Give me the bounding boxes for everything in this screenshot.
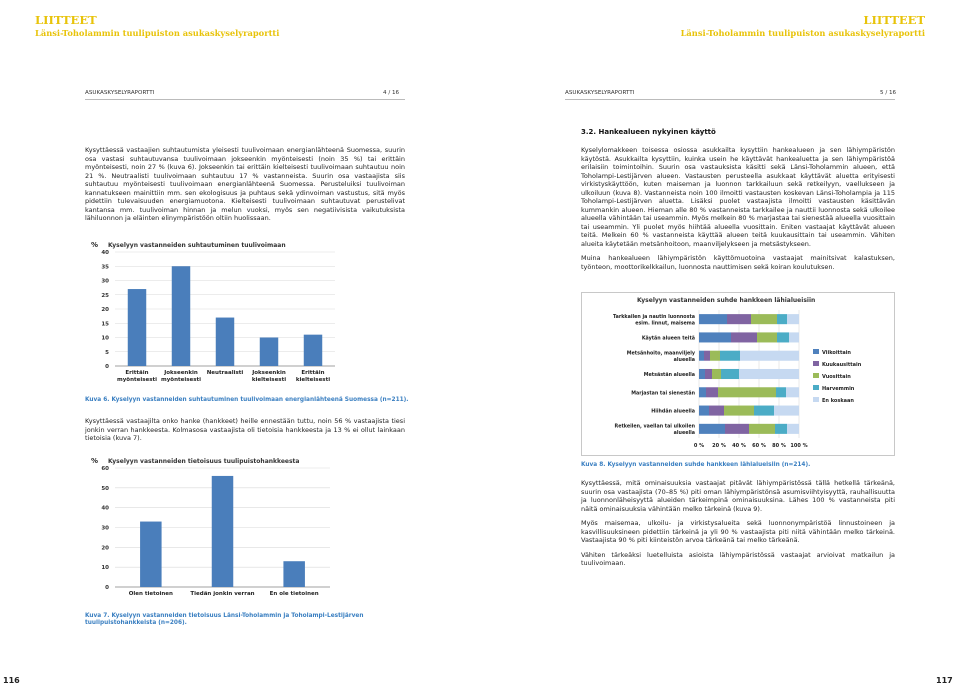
stacked-bar-segment bbox=[704, 351, 710, 361]
right-paragraph-5-text: Vähiten tärkeäksi luetelluista asioista lähiympäristössä vastaajat arvioivat matkailun ja tuulivoimaan. bbox=[581, 550, 895, 567]
category-label: Hiihdän alueella bbox=[651, 409, 695, 415]
chart-awareness-bars bbox=[140, 476, 305, 587]
stacked-bar-segment bbox=[751, 314, 777, 324]
left-page-indicator: 4 / 16 bbox=[383, 90, 400, 96]
legend-label: Harvemmin bbox=[822, 386, 855, 392]
left-paragraph-1-text: Kysyttäessä vastaajien suhtautumista yleisesti tuulivoimaan energianlähteenä Suomessa, suurin osa vastasi suhtautuvansa tuulivoimaan jokseenkin myönteisesti (noin 35 %) tai erittäin myönteisesti, noin 27 % (kuva 6). Jokseenkin tai erittäin kielteisesti tuulivoimaan suhtautuu noin 21 %. Neutraalisti tuulivoimaan suhtautuu 17 % vastanneista. Suurin osa vastaajista siis suhtautuu myönteisesti tuulivoimaan energianlähteenä Suomessa. Perusteluiksi tuulivoiman kannatukseen mainittiin mm. sen ekologisuus ja puhtaus sekä ydinvoiman vastustus, sitä myös pidettiin tulevaisuuden energiamuotona. Kielteisesti tuulivoimaan suhtautuvat perustelivat kantansa mm. tuulivoiman hinnan ja melun vuoksi, myös sen negatiivisista vaikutuksista lähiluonnon ja eläinten elinympäristöön oltiin huolissaan. bbox=[85, 146, 405, 222]
chart-attitude-bars bbox=[128, 266, 322, 366]
bar bbox=[140, 522, 162, 587]
stacked-bar-segment bbox=[699, 369, 705, 379]
stacked-bar-segment bbox=[705, 369, 712, 379]
stacked-bar-segment bbox=[710, 351, 720, 361]
stacked-bar-segment bbox=[754, 406, 774, 416]
category-label: En ole tietoinen bbox=[269, 591, 319, 597]
x-tick-label: 60 % bbox=[752, 443, 766, 449]
category-label: Marjastan tai sienestän bbox=[631, 391, 695, 397]
left-paragraph-2-text: Kysyttäessä vastaajilta onko hanke (hankkeet) heille ennestään tuttu, noin 56 % vastaajista tiesi jonkin verran hankkeesta. Kolmasosa vastaajista oli tietoisia hankkeesta ja 13 % ei ollut lainkaan tietoisia (kuva 7). bbox=[85, 417, 405, 442]
right-running-head: ASUKASKYSELYRAPORTTI bbox=[565, 90, 635, 96]
stacked-bar-segment bbox=[789, 332, 799, 342]
x-tick-label: 100 % bbox=[790, 443, 808, 449]
left-running-head: ASUKASKYSELYRAPORTTI bbox=[85, 90, 155, 96]
chart-awareness bbox=[85, 452, 405, 605]
category-label: Käytän alueen teitä bbox=[641, 336, 695, 342]
stacked-bar-segment bbox=[740, 351, 799, 361]
left-page-number: 116 bbox=[3, 676, 20, 685]
y-tick-label: 15 bbox=[101, 321, 109, 328]
category-label: esim. linnut, maisema bbox=[635, 321, 695, 327]
x-tick-label: 80 % bbox=[772, 443, 786, 449]
section-title: 3.2. Hankealueen nykyinen käyttö bbox=[581, 128, 716, 136]
category-label: Jokseenkin bbox=[164, 370, 198, 376]
stacked-bar-segment bbox=[786, 387, 799, 397]
y-tick-label: 35 bbox=[101, 264, 109, 271]
y-tick-label: 40 bbox=[101, 250, 109, 256]
x-tick-label: 20 % bbox=[712, 443, 726, 449]
bar bbox=[260, 338, 278, 367]
right-paragraph-4-text: Myös maisemaa, ulkoilu- ja virkistysalueita sekä luonnonympäristöä linnustoineen ja kasvillisuuksineen pidettiin tärkeinä ja yli 90 % vastaajista piti niitä vähintään melko tärkeinä. Vastaajista 90 % piti kiinteistön arvoa tärkeänä tai melko tärkeänä. bbox=[581, 519, 895, 544]
legend-swatch bbox=[813, 385, 819, 390]
right-header-title: LIITTEET bbox=[863, 13, 925, 27]
stacked-bar-segment bbox=[712, 369, 721, 379]
legend-label: En koskaan bbox=[822, 398, 854, 404]
category-label: alueella bbox=[673, 431, 695, 437]
left-header-rule bbox=[85, 99, 405, 100]
legend-label: Vuosittain bbox=[822, 374, 851, 380]
y-tick-label: 25 bbox=[101, 292, 109, 299]
y-tick-label: 40 bbox=[101, 505, 109, 512]
legend-swatch bbox=[813, 373, 819, 378]
category-label: kielteisesti bbox=[251, 377, 287, 383]
bar bbox=[216, 318, 234, 366]
stacked-bar-segment bbox=[724, 406, 754, 416]
y-tick-label: 5 bbox=[105, 349, 109, 356]
category-label: myönteisesti bbox=[116, 377, 158, 383]
y-tick-label: 10 bbox=[101, 565, 109, 572]
chart-area-use-title: Kyselyyn vastanneiden suhde hankkeen lähialueisiin bbox=[637, 297, 816, 304]
right-paragraph-2-text: Muina hankealueen lähiympäristön käyttömuotoina vastaajat mainitsivat kalastuksen, työnteon, moottorikelkkailun, luonnosta nauttimisen sekä koiran koulutuksen. bbox=[581, 254, 895, 271]
legend-swatch bbox=[813, 349, 819, 354]
chart-area-use bbox=[581, 292, 895, 456]
stacked-bar-segment bbox=[725, 424, 749, 434]
category-label: Olen tietoinen bbox=[128, 591, 173, 597]
category-label: Neutraalisti bbox=[206, 370, 244, 376]
x-tick-label: 0 % bbox=[693, 443, 705, 449]
stacked-bar-segment bbox=[699, 387, 706, 397]
category-label: Tarkkailen ja nautin luonnosta bbox=[612, 314, 695, 320]
left-paragraph-1 bbox=[85, 146, 405, 229]
stacked-bar-segment bbox=[749, 424, 775, 434]
stacked-bar-segment bbox=[699, 314, 727, 324]
category-label: Erittäin bbox=[125, 370, 149, 376]
bar bbox=[304, 335, 322, 366]
right-paragraph-3-text: Kysyttäessä, mitä ominaisuuksia vastaajat pitävät lähiympäristössä tällä hetkellä tärkeänä, suurin osa vastaajista (70–85 %) piti oman lähiympäristönsä asumisviihtyisyyttä, rauhallisuutta ja luonnonläheisyyttä alueiden tärkeimpinä ominaisuuksina. Lähes 100 % vastanneista piti näitä ominaisuuksia vähintään melko tärkeinä (kuva 9). bbox=[581, 479, 895, 513]
chart-attitude-title: Kyselyyn vastanneiden suhtautuminen tuulivoimaan bbox=[108, 242, 286, 249]
category-label: Metsänhoito, maanviljely bbox=[626, 351, 695, 357]
y-tick-label: 50 bbox=[101, 485, 109, 492]
left-header-title: LIITTEET bbox=[35, 13, 97, 27]
bar bbox=[283, 561, 305, 587]
stacked-bar-segment bbox=[699, 406, 709, 416]
stacked-bar-segment bbox=[777, 332, 789, 342]
stacked-bar-segment bbox=[720, 351, 740, 361]
y-tick-label: 30 bbox=[101, 278, 109, 285]
y-tick-label: 30 bbox=[101, 525, 109, 532]
x-tick-label: 40 % bbox=[732, 443, 746, 449]
legend-swatch bbox=[813, 361, 819, 366]
right-paragraph-1 bbox=[581, 146, 895, 277]
category-label: kielteisesti bbox=[295, 377, 331, 383]
stacked-bar-segment bbox=[787, 424, 799, 434]
category-label: Retkeilen, vaellan tai ulkoilen bbox=[614, 424, 695, 430]
y-tick-label: 0 bbox=[105, 585, 109, 591]
y-tick-label: 10 bbox=[101, 335, 109, 342]
category-label: myönteisesti bbox=[160, 377, 202, 383]
right-paragraph-3 bbox=[581, 479, 895, 574]
stacked-bar-segment bbox=[718, 387, 776, 397]
category-label: alueella bbox=[673, 357, 695, 363]
caption-kuva-7: Kuva 7. Kyselyyn vastanneiden tietoisuus Länsi-Toholammin ja Toholampi-Lestijärven tuulipuistohankkeista (n=206). bbox=[85, 613, 364, 626]
caption-kuva-6: Kuva 6. Kyselyyn vastanneiden suhtautuminen tuulivoimaan energianlähteenä Suomessa (n=211). bbox=[85, 397, 409, 403]
stacked-bar-segment bbox=[727, 314, 751, 324]
bar bbox=[128, 289, 146, 366]
stacked-bar-segment bbox=[757, 332, 777, 342]
stacked-bar-segment bbox=[699, 351, 704, 361]
right-page-number: 117 bbox=[936, 676, 953, 685]
stacked-bar-segment bbox=[699, 332, 731, 342]
chart-awareness-ylabel: % bbox=[91, 457, 99, 465]
chart-awareness-title: Kyselyyn vastanneiden tietoisuus tuulipuistohankkeesta bbox=[108, 458, 300, 465]
stacked-bar-segment bbox=[775, 424, 787, 434]
left-header-subtitle: Länsi-Toholammin tuulipuiston asukaskyselyraportti bbox=[35, 28, 280, 38]
stacked-bar-segment bbox=[709, 406, 724, 416]
bar bbox=[172, 266, 190, 366]
category-label: Jokseenkin bbox=[252, 370, 286, 376]
chart-attitude bbox=[85, 236, 405, 392]
stacked-bar-segment bbox=[787, 314, 799, 324]
stacked-bar-segment bbox=[721, 369, 739, 379]
stacked-bar-segment bbox=[739, 369, 799, 379]
category-label: Metsästän alueella bbox=[643, 373, 695, 378]
stacked-bar-segment bbox=[776, 387, 786, 397]
right-paragraph-1-text: Kyselylomakkeen toisessa osiossa asukkailta kysyttiin hankealueen ja sen lähiympäristön käytöstä. Asukkailta kysyttiin, kuinka usein he käyttävät hankealuetta ja sen lähiympäristöä erilaisiin toimintoihin. Suurin osa vastauksista käsitti sekä Länsi-Toholammin alueen, että Toholampi-Lestijärven alueen. Vastausten perusteella asukkaat käyttävät aluetta erityisesti virkistyskäyttöön, kuten maiseman ja luonnon tarkkailuun sekä retkeilyyn, vaellukseen ja ulkoiluun (kuva 8). Vastanneista noin 100 ilmoitti vastausten koskevan Länsi-Toholampia ja 115 Toholampi-Lestijärven aluetta. Lisäksi puolet vastaajista ilmoitti vastausten käsittävän kummankin alueen. Hieman alle 80 % vastanneista tarkkailee ja nauttii luonnosta sekä ulkoilee alueella vähintään tai useammin. Myös melkein 80 % marjastaa tai sienestää alueella vuosittain tai useammin. Yli puolet myös hiihtää alueella vuosittain. Eniten vastaajat käyttävät alueen teitä. Melkein 60 % vastanneista käyttää alueen teitä kuukausittain tai useammin. Vähiten alueita käytetään metsänhoitoon, maanviljelykseen ja metsästykseen. bbox=[581, 146, 896, 248]
stacked-bar-segment bbox=[777, 314, 787, 324]
legend-label: Viikoittain bbox=[822, 350, 851, 356]
left-paragraph-2 bbox=[85, 417, 405, 449]
stacked-bar-segment bbox=[774, 406, 799, 416]
legend-swatch bbox=[813, 397, 819, 402]
y-tick-label: 60 bbox=[101, 466, 109, 472]
caption-kuva-8: Kuva 8. Kyselyyn vastanneiden suhde hankkeen lähialueisiin (n=214). bbox=[581, 462, 811, 468]
right-page-indicator: 5 / 16 bbox=[880, 90, 897, 96]
category-label: Tiedän jonkin verran bbox=[190, 591, 255, 597]
y-tick-label: 0 bbox=[105, 364, 109, 370]
stacked-bar-segment bbox=[731, 332, 757, 342]
stacked-bar-segment bbox=[699, 424, 725, 434]
bar bbox=[212, 476, 234, 587]
legend-label: Kuukausittain bbox=[822, 362, 862, 368]
right-header-rule bbox=[565, 99, 895, 100]
y-tick-label: 20 bbox=[101, 307, 109, 313]
right-header-subtitle: Länsi-Toholammin tuulipuiston asukaskyselyraportti bbox=[680, 28, 925, 38]
chart-attitude-ylabel: % bbox=[91, 241, 99, 249]
y-tick-label: 20 bbox=[101, 545, 109, 552]
category-label: Erittäin bbox=[301, 370, 325, 376]
stacked-bar-segment bbox=[706, 387, 718, 397]
